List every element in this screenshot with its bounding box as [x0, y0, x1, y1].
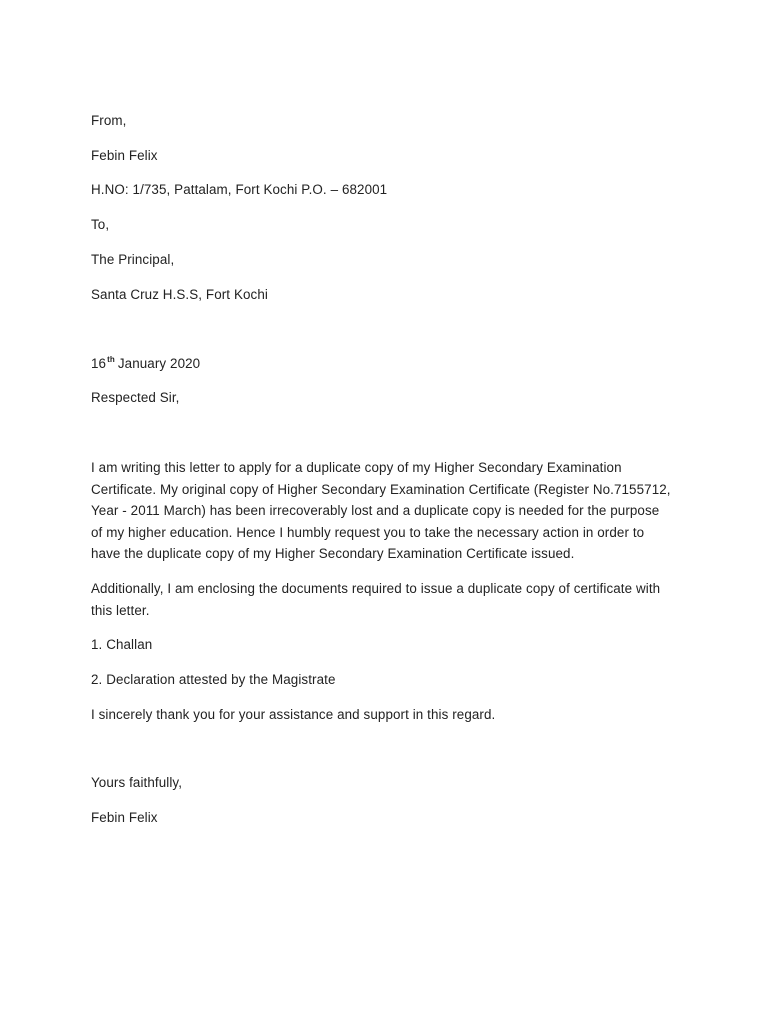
enclosure-item-1: 1. Challan [91, 637, 153, 652]
to-label: To, [91, 217, 110, 232]
date-day: 16 [91, 356, 107, 371]
paragraph-line: this letter. [91, 602, 150, 618]
date-month-year: January 2020 [117, 356, 201, 371]
sender-address: H.NO: 1/735, Pattalam, Fort Kochi P.O. – 682001 [91, 182, 388, 197]
salutation: Respected Sir, [91, 390, 180, 405]
paragraph-line: have the duplicate copy of my Higher Secondary Examination Certificate issued. [91, 546, 575, 562]
paragraph-line: Additionally, I am enclosing the documents required to issue a duplicate copy of certificate with [91, 581, 661, 596]
recipient-school: Santa Cruz H.S.S, Fort Kochi [91, 287, 268, 302]
paragraph-line: of my higher education. Hence I humbly request you to take the necessary action in order to [91, 524, 645, 540]
body-paragraph-2 [91, 578, 691, 621]
closing: Yours faithfully, [91, 775, 183, 790]
body-paragraph-1 [91, 457, 691, 565]
paragraph-line: I am writing this letter to apply for a duplicate copy of my Higher Secondary Examination [91, 460, 622, 475]
paragraph-line: Year - 2011 March) has been irrecoverably lost and a duplicate copy is needed for the purpose [91, 503, 660, 519]
paragraph-line: Certificate. My original copy of Higher Secondary Examination Certificate (Register No.7155712, [91, 481, 671, 497]
thanks-line: I sincerely thank you for your assistance and support in this regard. [91, 707, 496, 722]
date-ordinal: th [107, 355, 115, 364]
from-label: From, [91, 113, 127, 128]
sender-name: Febin Felix [91, 148, 158, 163]
signature-name: Febin Felix [91, 810, 158, 825]
letter-date [91, 356, 200, 372]
enclosure-item-2: 2. Declaration attested by the Magistrate [91, 672, 336, 687]
recipient-title: The Principal, [91, 252, 175, 267]
